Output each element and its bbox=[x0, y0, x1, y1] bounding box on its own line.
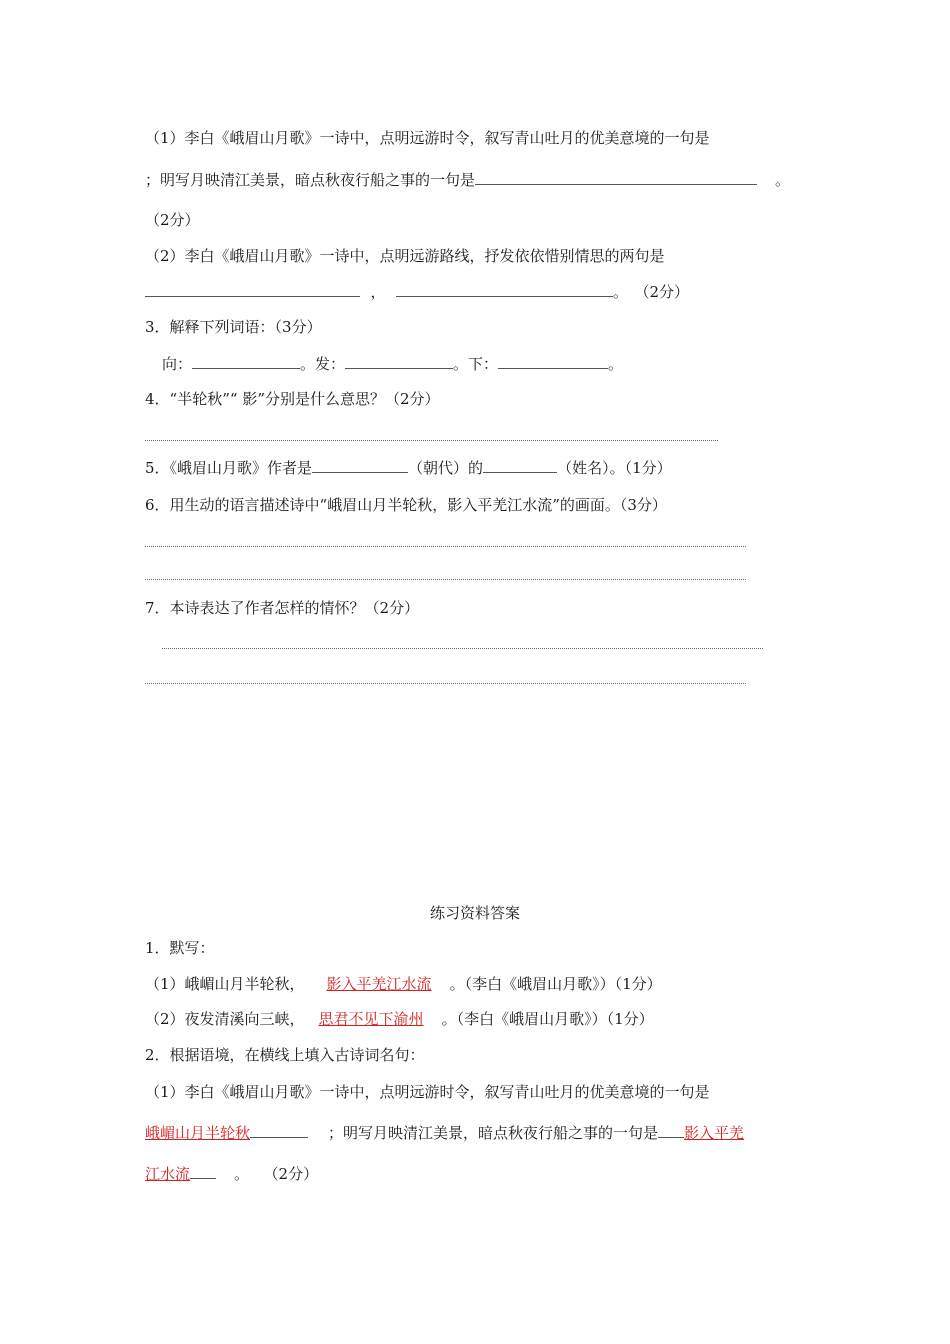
word-2-label: 。发： bbox=[300, 355, 346, 373]
question-5-text-a: 5．《峨眉山月歌》作者是 bbox=[145, 459, 313, 477]
period: 。 bbox=[613, 283, 629, 301]
answer-line[interactable] bbox=[145, 579, 746, 580]
answer-1-2-prompt: （2）夜发清溪向三峡， bbox=[145, 1010, 305, 1028]
answer-2-1-fill-2a: 影入平羌 bbox=[684, 1124, 745, 1142]
period: 。 bbox=[234, 1165, 250, 1183]
answer-2-1-line2 bbox=[145, 1123, 744, 1143]
question-2-1-score: （2分） bbox=[145, 211, 200, 229]
question-5-text-b: （朝代）的 bbox=[408, 459, 484, 477]
answer-1-1-source: 。（李白《峨眉山月歌》）（1分） bbox=[449, 975, 662, 993]
answer-blank[interactable] bbox=[483, 458, 557, 473]
question-4: 4．“半轮秋”“ 影”分别是什么意思？（2分） bbox=[145, 390, 440, 408]
answer-2-1-line3 bbox=[145, 1164, 318, 1184]
answer-blank[interactable] bbox=[145, 282, 360, 297]
question-6: 6．用生动的语言描述诗中“峨眉山月半轮秋，影入平羌江水流”的画面。（3分） bbox=[145, 496, 667, 514]
answer-1-2-fill: 思君不见下渝州 bbox=[318, 1010, 424, 1028]
question-5-text-c: （姓名）。（1分） bbox=[557, 459, 672, 477]
question-2-1-text: ；明写月映清江美景，暗点秋夜行船之事的一句是 bbox=[145, 171, 476, 189]
answer-1-title: 1．默写： bbox=[145, 939, 215, 957]
question-3-words bbox=[162, 354, 623, 374]
word-1-label: 向： bbox=[162, 355, 193, 373]
answer-blank[interactable] bbox=[312, 458, 408, 473]
answer-blank[interactable] bbox=[345, 354, 453, 369]
answer-line[interactable] bbox=[162, 648, 763, 649]
question-7: 7．本诗表达了作者怎样的情怀？（2分） bbox=[145, 599, 420, 617]
answer-2-1-fill-2b: 江水流 bbox=[145, 1165, 191, 1183]
answer-1-2-source: 。（李白《峨眉山月歌》）（1分） bbox=[441, 1010, 654, 1028]
answer-line[interactable] bbox=[145, 546, 746, 547]
word-3-label: 。下： bbox=[453, 355, 499, 373]
question-2-2-line1: （2）李白《峨眉山月歌》一诗中，点明远游路线，抒发依依惜别情思的两句是 bbox=[145, 247, 665, 265]
answer-blank[interactable] bbox=[475, 170, 757, 185]
question-5 bbox=[145, 458, 672, 478]
answer-1-1 bbox=[145, 974, 662, 994]
answer-1-1-prompt: （1）峨嵋山月半轮秋， bbox=[145, 975, 305, 993]
question-3-title: 3．解释下列词语：（3分） bbox=[145, 318, 322, 336]
answer-2-1-line1: （1）李白《峨眉山月歌》一诗中，点明远游时令，叙写青山吐月的优美意境的一句是 bbox=[145, 1083, 710, 1101]
answer-line[interactable] bbox=[145, 440, 718, 441]
period: 。 bbox=[775, 171, 791, 189]
answer-1-1-fill: 影入平羌江水流 bbox=[326, 975, 432, 993]
answer-blank-lead bbox=[658, 1123, 684, 1138]
comma: ， bbox=[370, 283, 386, 301]
answers-title: 练习资料答案 bbox=[429, 904, 520, 922]
answer-blank-tail bbox=[250, 1123, 308, 1138]
answer-line[interactable] bbox=[145, 683, 746, 684]
answer-2-1-mid: ；明写月映清江美景，暗点秋夜行船之事的一句是 bbox=[328, 1124, 659, 1142]
answer-blank-tail bbox=[190, 1164, 216, 1179]
score: （2分） bbox=[271, 1165, 319, 1183]
score: （2分） bbox=[642, 283, 690, 301]
answer-blank[interactable] bbox=[192, 354, 300, 369]
question-2-1-line1: （1）李白《峨眉山月歌》一诗中，点明远游时令，叙写青山吐月的优美意境的一句是 bbox=[145, 129, 710, 147]
answer-2-title: 2．根据语境，在横线上填入古诗词名句： bbox=[145, 1046, 425, 1064]
answer-2-1-fill-1: 峨嵋山月半轮秋 bbox=[145, 1124, 251, 1142]
answer-blank[interactable] bbox=[396, 282, 613, 297]
answer-blank[interactable] bbox=[498, 354, 608, 369]
answer-1-2 bbox=[145, 1009, 654, 1029]
question-2-1-line2 bbox=[145, 170, 790, 190]
question-2-2-line2 bbox=[145, 282, 689, 302]
period: 。 bbox=[608, 355, 624, 373]
